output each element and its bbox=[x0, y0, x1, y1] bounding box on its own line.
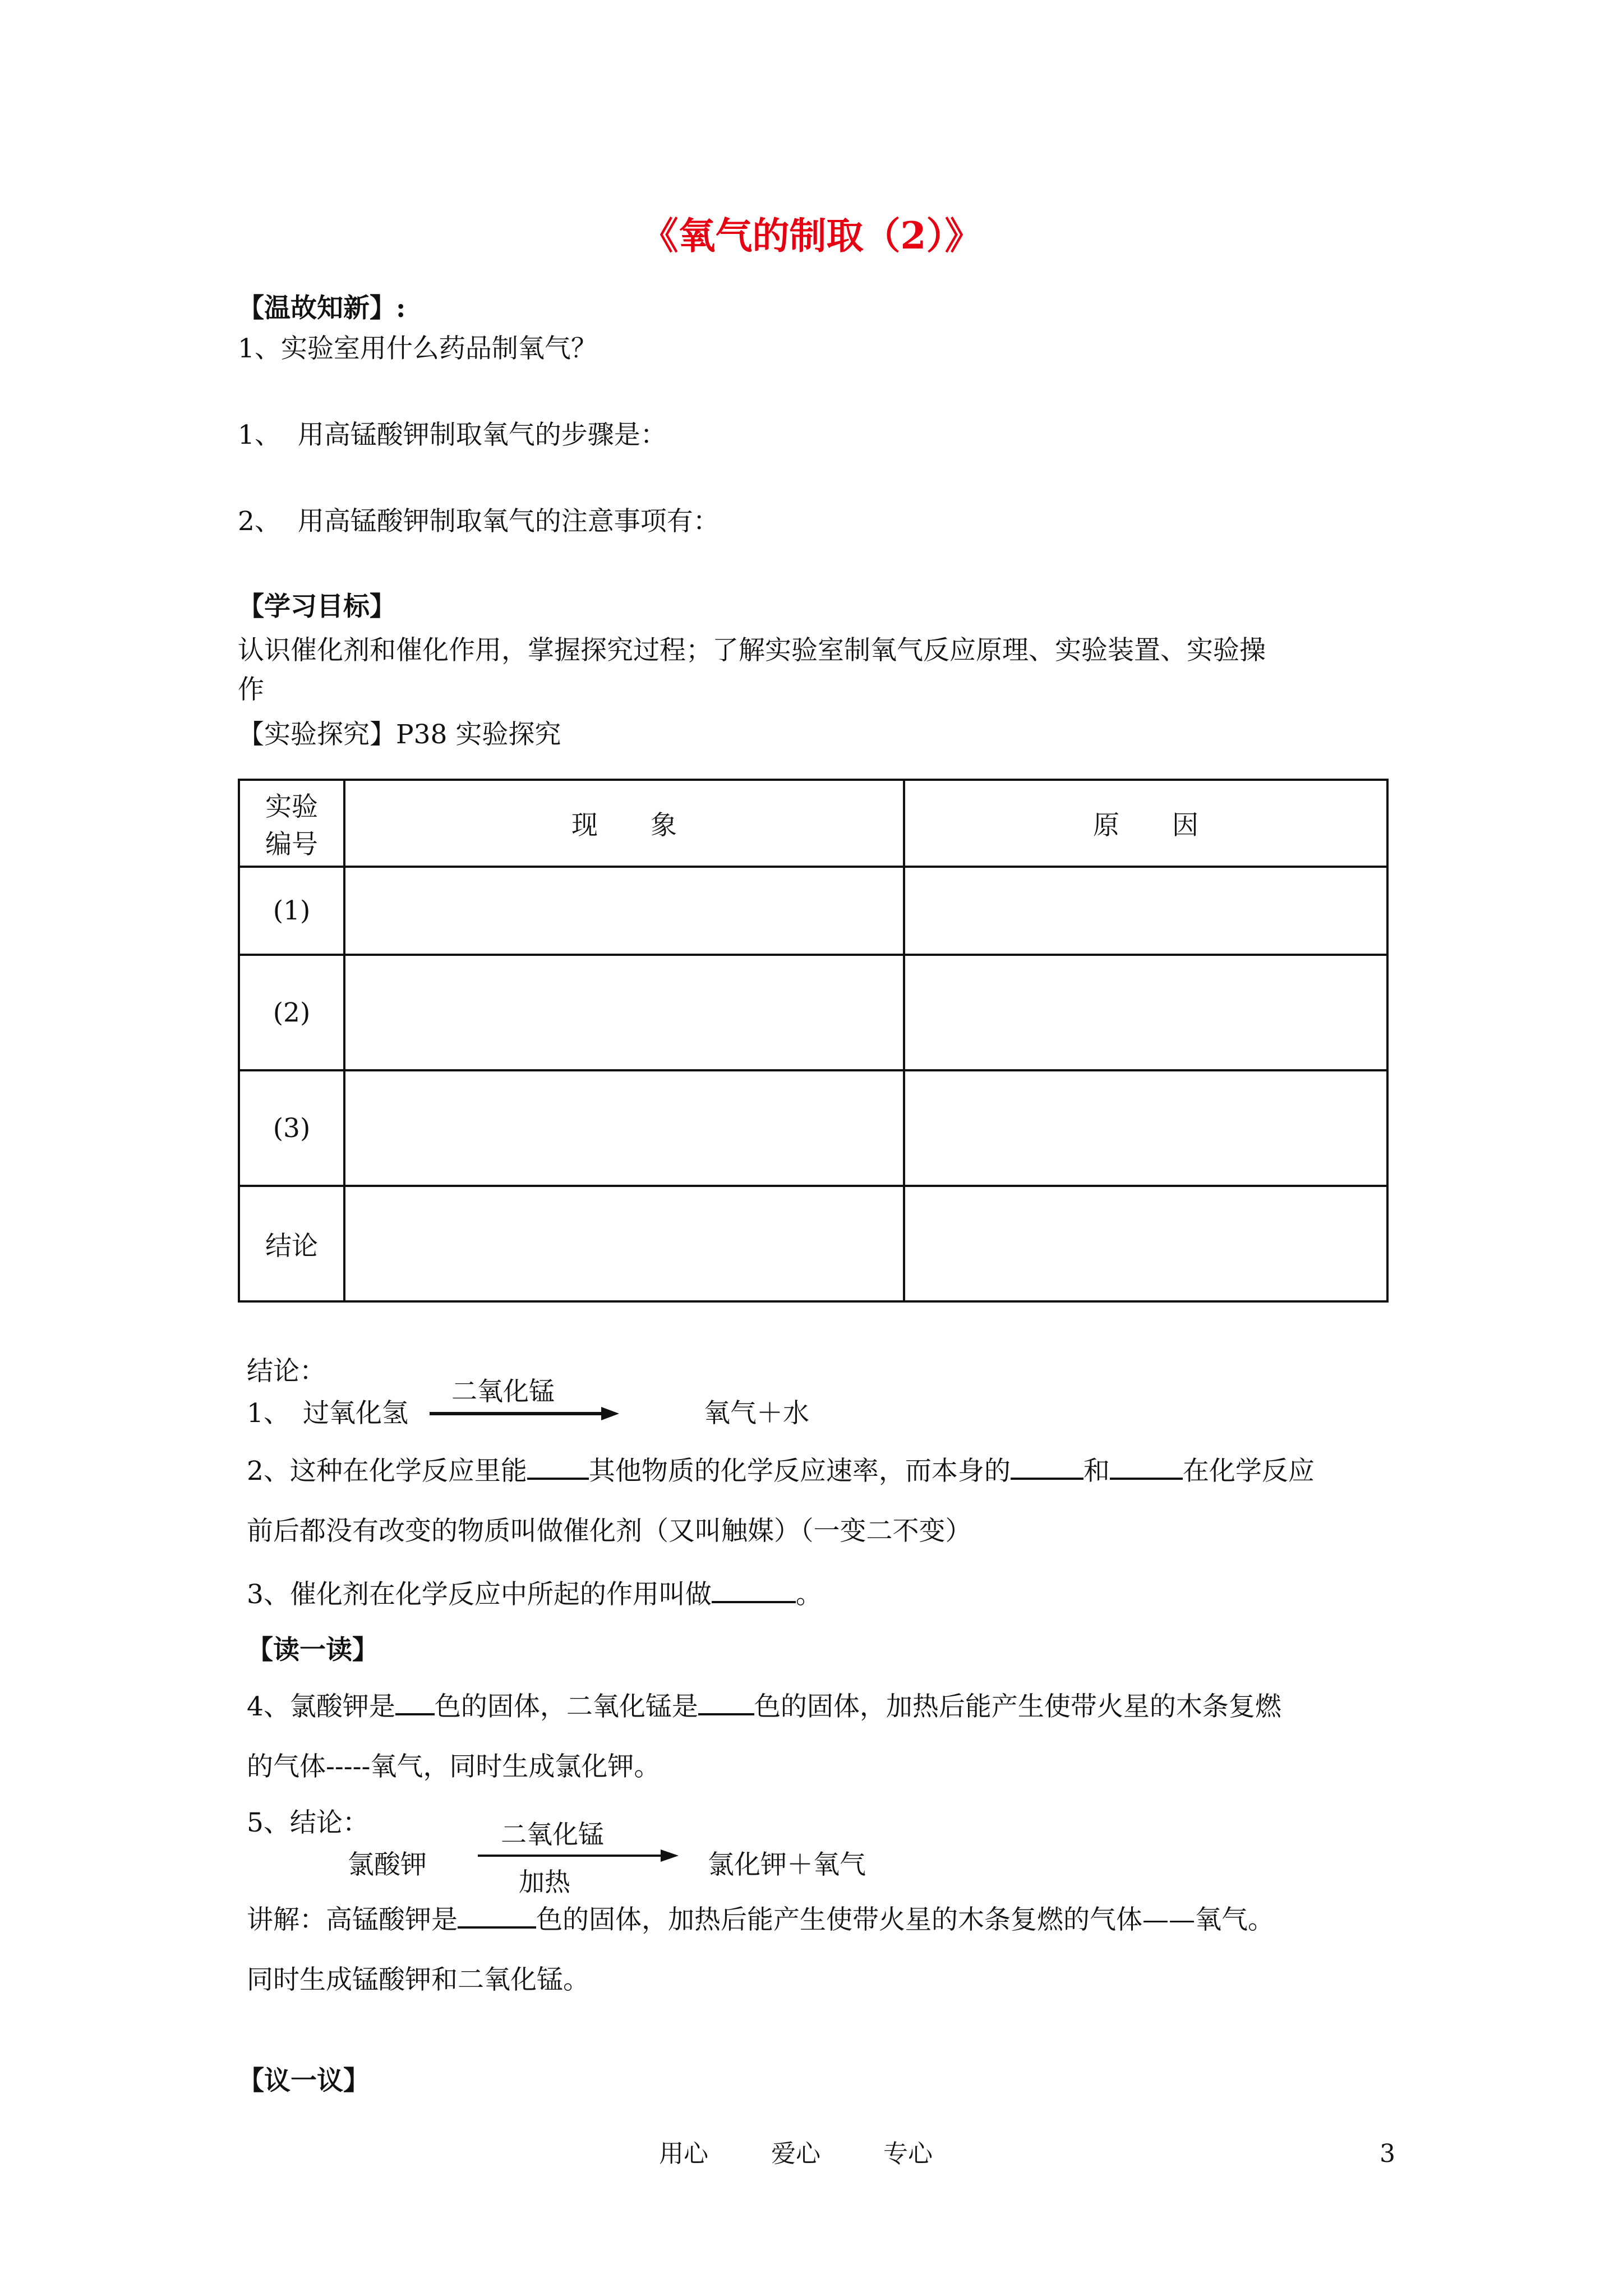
answer-blank[interactable] bbox=[712, 1576, 796, 1603]
goals-heading: 【学习目标】 bbox=[238, 591, 396, 622]
phenomenon-cell[interactable] bbox=[344, 955, 904, 1070]
read-heading: 【读一读】 bbox=[247, 1635, 379, 1665]
review-question-2: 1、 用高锰酸钾制取氧气的步骤是： bbox=[238, 420, 667, 450]
header-phenomenon: 现 象 bbox=[344, 780, 904, 867]
table-row bbox=[239, 955, 1387, 1070]
reason-cell[interactable] bbox=[904, 955, 1387, 1070]
table-row bbox=[239, 1186, 1387, 1301]
page-number: 3 bbox=[1380, 2139, 1395, 2168]
document-title: 《氧气的制取（2）》 bbox=[641, 214, 982, 257]
goals-text-line-2: 作 bbox=[238, 674, 264, 705]
reason-cell[interactable] bbox=[904, 1186, 1387, 1301]
reaction-1-product: 氧气＋水 bbox=[704, 1398, 809, 1429]
reaction-arrow-icon bbox=[430, 1405, 620, 1422]
header-experiment-number: 实验 编号 bbox=[239, 780, 344, 867]
review-question-3: 2、 用高锰酸钾制取氧气的注意事项有： bbox=[238, 506, 720, 537]
reaction-1-reactant: 过氧化氢 bbox=[303, 1398, 408, 1429]
answer-blank[interactable] bbox=[698, 1688, 754, 1715]
reason-cell[interactable] bbox=[904, 1070, 1387, 1186]
catalyst-definition-line-2: 前后都没有改变的物质叫做催化剂（又叫触媒）（一变二不变） bbox=[247, 1516, 972, 1547]
reaction-2-condition: 加热 bbox=[519, 1867, 570, 1897]
table-row bbox=[239, 867, 1387, 955]
discuss-heading: 【议一议】 bbox=[238, 2065, 370, 2096]
review-heading: 【温故知新】: bbox=[238, 293, 406, 324]
table-header-row bbox=[239, 780, 1387, 867]
phenomenon-cell[interactable] bbox=[344, 1186, 904, 1301]
reaction-arrow-icon bbox=[478, 1847, 680, 1864]
row-label: 结论 bbox=[239, 1186, 344, 1301]
explore-heading: 【实验探究】P38 实验探究 bbox=[238, 719, 561, 750]
potassium-chlorate-line-1: 4、氯酸钾是 色的固体，二氧化锰是 色的固体，加热后能产生使带火星的木条复燃 bbox=[247, 1688, 1281, 1724]
header-reason: 原 因 bbox=[904, 780, 1387, 867]
row-label: (3) bbox=[239, 1070, 344, 1186]
table-row bbox=[239, 1070, 1387, 1186]
catalytic-action-line: 3、催化剂在化学反应中所起的作用叫做 。 bbox=[247, 1576, 822, 1612]
footer-motto-1: 用心 bbox=[659, 2139, 708, 2168]
experiment-table bbox=[238, 779, 1389, 1303]
phenomenon-cell[interactable] bbox=[344, 867, 904, 955]
catalyst-definition-line-1: 2、这种在化学反应里能 其他物质的化学反应速率，而本身的 和 在化学反应 bbox=[247, 1453, 1315, 1488]
reaction-2-reactant: 氯酸钾 bbox=[348, 1849, 427, 1880]
reaction-2-catalyst: 二氧化锰 bbox=[501, 1819, 604, 1849]
reaction-1-number: 1、 bbox=[247, 1398, 290, 1429]
reaction-2-product: 氯化钾＋氧气 bbox=[708, 1849, 866, 1880]
footer-motto-3: 专心 bbox=[883, 2139, 933, 2168]
row-label: (1) bbox=[239, 867, 344, 955]
phenomenon-cell[interactable] bbox=[344, 1070, 904, 1186]
answer-blank[interactable] bbox=[1011, 1453, 1083, 1480]
review-question-1: 1、实验室用什么药品制氧气？ bbox=[238, 333, 597, 364]
conclusion-heading: 结论： bbox=[247, 1356, 326, 1387]
reason-cell[interactable] bbox=[904, 867, 1387, 955]
permanganate-explanation-line-2: 同时生成锰酸钾和二氧化锰。 bbox=[247, 1964, 589, 1995]
goals-text-line-1: 认识催化剂和催化作用，掌握探究过程；了解实验室制氧气反应原理、实验装置、实验操 bbox=[238, 635, 1266, 666]
potassium-chlorate-line-2: 的气体-----氧气，同时生成氯化钾。 bbox=[247, 1751, 661, 1782]
answer-blank[interactable] bbox=[395, 1688, 435, 1715]
answer-blank[interactable] bbox=[1110, 1453, 1183, 1480]
footer-motto-2: 爱心 bbox=[771, 2139, 820, 2168]
row-label: (2) bbox=[239, 955, 344, 1070]
answer-blank[interactable] bbox=[527, 1453, 589, 1480]
permanganate-explanation-line-1: 讲解：高锰酸钾是 色的固体，加热后能产生使带火星的木条复燃的气体——氧气。 bbox=[247, 1902, 1274, 1937]
reaction-1-catalyst: 二氧化锰 bbox=[451, 1376, 555, 1406]
conclusion-5-label: 5、结论： bbox=[247, 1807, 369, 1838]
answer-blank[interactable] bbox=[458, 1902, 536, 1929]
